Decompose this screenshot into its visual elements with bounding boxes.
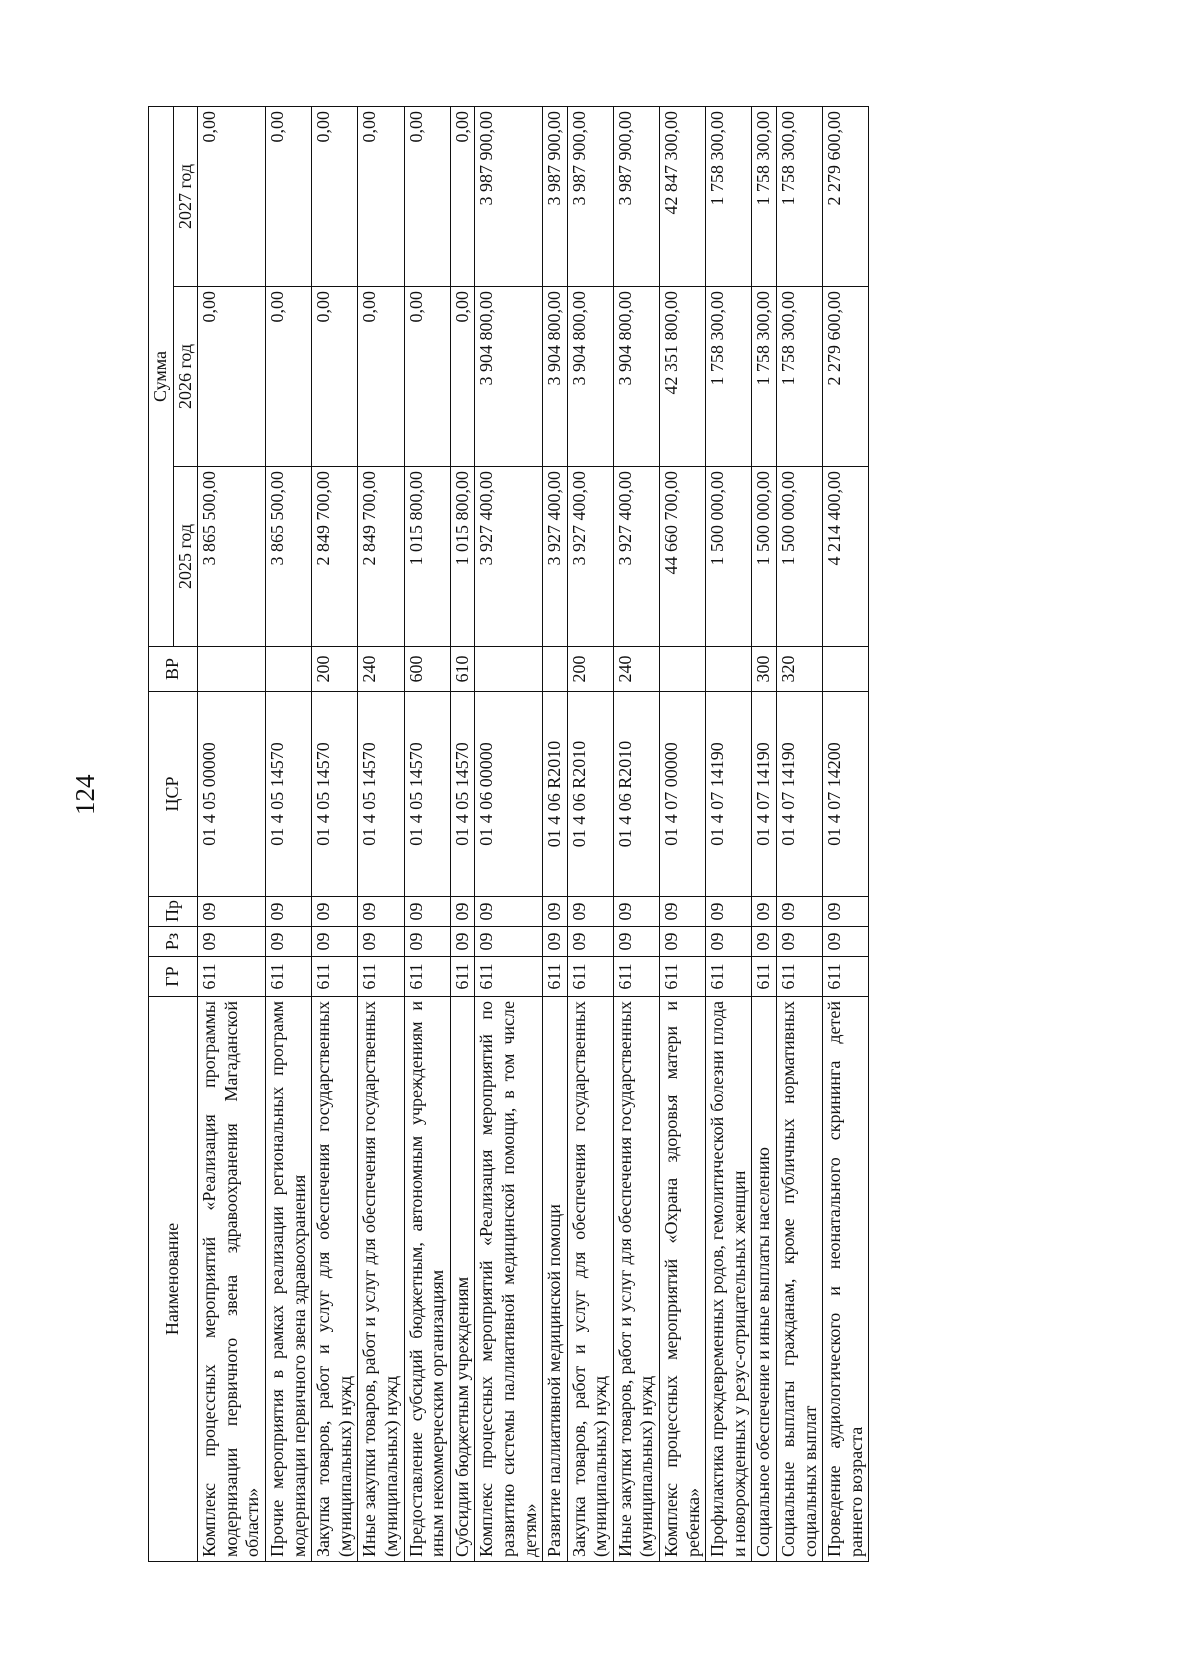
cell-2026: 3 904 800,00 — [475, 287, 543, 467]
cell-2025: 4 214 400,00 — [823, 467, 869, 647]
cell-2026: 1 758 300,00 — [752, 287, 777, 467]
header-2027: 2027 год — [173, 106, 198, 286]
header-pr: Пр — [149, 897, 198, 927]
cell-csr: 01 4 07 14200 — [823, 692, 869, 897]
cell-rz: 09 — [198, 927, 266, 957]
cell-pr: 09 — [706, 897, 752, 927]
cell-2027: 3 987 900,00 — [567, 106, 613, 286]
cell-name: Субсидии бюджетным учреждениям — [450, 997, 475, 1562]
cell-csr: 01 4 05 00000 — [198, 692, 266, 897]
cell-2025: 3 927 400,00 — [613, 467, 659, 647]
cell-2025: 2 849 700,00 — [312, 467, 358, 647]
table-row — [752, 106, 777, 1561]
cell-rz: 09 — [404, 927, 450, 957]
table-row — [706, 106, 752, 1561]
table-row — [198, 106, 266, 1561]
cell-csr: 01 4 05 14570 — [404, 692, 450, 897]
cell-gr: 611 — [198, 957, 266, 997]
cell-2027: 1 758 300,00 — [777, 106, 823, 286]
cell-gr: 611 — [567, 957, 613, 997]
cell-gr: 611 — [312, 957, 358, 997]
cell-rz: 09 — [358, 927, 404, 957]
cell-gr: 611 — [475, 957, 543, 997]
cell-2026: 0,00 — [198, 287, 266, 467]
cell-2025: 3 865 500,00 — [198, 467, 266, 647]
cell-name: Социальное обеспечение и иные выплаты населению — [752, 997, 777, 1562]
cell-rz: 09 — [706, 927, 752, 957]
cell-rz: 09 — [613, 927, 659, 957]
cell-pr: 09 — [404, 897, 450, 927]
cell-vr — [198, 647, 266, 692]
header-rz: Рз — [149, 927, 198, 957]
cell-csr: 01 4 07 14190 — [706, 692, 752, 897]
cell-csr: 01 4 06 R2010 — [613, 692, 659, 897]
cell-pr: 09 — [567, 897, 613, 927]
cell-name: Закупка товаров, работ и услуг для обеспечения государственных (муниципальных) нужд — [567, 997, 613, 1562]
cell-vr — [475, 647, 543, 692]
cell-2026: 3 904 800,00 — [543, 287, 568, 467]
table-row — [475, 106, 543, 1561]
cell-gr: 611 — [358, 957, 404, 997]
cell-gr: 611 — [450, 957, 475, 997]
cell-gr: 611 — [543, 957, 568, 997]
cell-name: Развитие паллиативной медицинской помощи — [543, 997, 568, 1562]
cell-vr: 240 — [358, 647, 404, 692]
header-gr: ГР — [149, 957, 198, 997]
cell-vr: 200 — [567, 647, 613, 692]
cell-2026: 0,00 — [404, 287, 450, 467]
cell-2026: 2 279 600,00 — [823, 287, 869, 467]
header-name: Наименование — [149, 997, 198, 1562]
cell-csr: 01 4 07 14190 — [777, 692, 823, 897]
cell-gr: 611 — [706, 957, 752, 997]
table-body — [198, 106, 869, 1561]
cell-2027: 1 758 300,00 — [752, 106, 777, 286]
cell-2027: 0,00 — [312, 106, 358, 286]
cell-2026: 42 351 800,00 — [660, 287, 706, 467]
cell-name: Прочие мероприятия в рамках реализации региональных программ модернизации первичного звена здравоохранения — [265, 997, 311, 1562]
cell-2026: 1 758 300,00 — [706, 287, 752, 467]
cell-csr: 01 4 05 14570 — [450, 692, 475, 897]
cell-gr: 611 — [823, 957, 869, 997]
cell-rz: 09 — [752, 927, 777, 957]
cell-rz: 09 — [450, 927, 475, 957]
cell-2027: 0,00 — [404, 106, 450, 286]
cell-2027: 3 987 900,00 — [543, 106, 568, 286]
cell-name: Социальные выплаты гражданам, кроме публичных нормативных социальных выплат — [777, 997, 823, 1562]
cell-name: Предоставление субсидий бюджетным, автономным учреждениям и иным некоммерческим организациям — [404, 997, 450, 1562]
cell-2025: 1 015 800,00 — [450, 467, 475, 647]
cell-rz: 09 — [567, 927, 613, 957]
cell-2027: 0,00 — [358, 106, 404, 286]
cell-gr: 611 — [660, 957, 706, 997]
cell-csr: 01 4 05 14570 — [312, 692, 358, 897]
cell-vr — [543, 647, 568, 692]
cell-2027: 1 758 300,00 — [706, 106, 752, 286]
cell-2027: 3 987 900,00 — [475, 106, 543, 286]
cell-2026: 3 904 800,00 — [613, 287, 659, 467]
cell-rz: 09 — [475, 927, 543, 957]
cell-rz: 09 — [265, 927, 311, 957]
header-2026: 2026 год — [173, 287, 198, 467]
cell-csr: 01 4 06 R2010 — [567, 692, 613, 897]
cell-pr: 09 — [613, 897, 659, 927]
cell-2025: 1 015 800,00 — [404, 467, 450, 647]
table-row — [613, 106, 659, 1561]
table-row — [312, 106, 358, 1561]
cell-pr: 09 — [450, 897, 475, 927]
header-csr: ЦСР — [149, 692, 198, 897]
cell-pr: 09 — [312, 897, 358, 927]
cell-pr: 09 — [777, 897, 823, 927]
cell-2027: 3 987 900,00 — [613, 106, 659, 286]
cell-name: Иные закупки товаров, работ и услуг для обеспечения государственных (муниципальных) нужд — [358, 997, 404, 1562]
cell-2026: 0,00 — [358, 287, 404, 467]
cell-csr: 01 4 06 00000 — [475, 692, 543, 897]
cell-name: Закупка товаров, работ и услуг для обеспечения государственных (муниципальных) нужд — [312, 997, 358, 1562]
cell-rz: 09 — [823, 927, 869, 957]
cell-name: Иные закупки товаров, работ и услуг для обеспечения государственных (муниципальных) нужд — [613, 997, 659, 1562]
cell-name: Комплекс процессных мероприятий «Реализация программы модернизации первичного звена здравоохранения Магаданской области» — [198, 997, 266, 1562]
table-row — [450, 106, 475, 1561]
cell-2026: 3 904 800,00 — [567, 287, 613, 467]
table-row — [265, 106, 311, 1561]
cell-gr: 611 — [752, 957, 777, 997]
cell-2025: 3 927 400,00 — [567, 467, 613, 647]
cell-pr: 09 — [475, 897, 543, 927]
cell-name: Проведение аудиологического и неонатального скрининга детей раннего возраста — [823, 997, 869, 1562]
cell-rz: 09 — [312, 927, 358, 957]
cell-2025: 1 500 000,00 — [706, 467, 752, 647]
cell-2027: 0,00 — [265, 106, 311, 286]
cell-csr: 01 4 07 00000 — [660, 692, 706, 897]
header-sum: Сумма — [149, 106, 174, 646]
cell-gr: 611 — [613, 957, 659, 997]
cell-csr: 01 4 07 14190 — [752, 692, 777, 897]
cell-csr: 01 4 05 14570 — [358, 692, 404, 897]
cell-rz: 09 — [543, 927, 568, 957]
table-row — [660, 106, 706, 1561]
cell-vr — [265, 647, 311, 692]
cell-2027: 42 847 300,00 — [660, 106, 706, 286]
cell-pr: 09 — [265, 897, 311, 927]
cell-vr — [706, 647, 752, 692]
cell-csr: 01 4 06 R2010 — [543, 692, 568, 897]
cell-2026: 0,00 — [265, 287, 311, 467]
table-row — [823, 106, 869, 1561]
cell-2025: 1 500 000,00 — [777, 467, 823, 647]
cell-pr: 09 — [543, 897, 568, 927]
header-vr: ВР — [149, 647, 198, 692]
table-row — [358, 106, 404, 1561]
table-row — [543, 106, 568, 1561]
budget-table-rotated — [148, 107, 1078, 1562]
header-row-1 — [149, 106, 174, 1561]
cell-name: Комплекс процессных мероприятий «Охрана здоровья матери и ребенка» — [660, 997, 706, 1562]
cell-2027: 0,00 — [450, 106, 475, 286]
cell-2025: 44 660 700,00 — [660, 467, 706, 647]
cell-name: Профилактика преждевременных родов, гемолитической болезни плода и новорожденных у резус-отрицательных женщин — [706, 997, 752, 1562]
header-2025: 2025 год — [173, 467, 198, 647]
cell-vr — [660, 647, 706, 692]
cell-vr: 610 — [450, 647, 475, 692]
cell-rz: 09 — [777, 927, 823, 957]
cell-pr: 09 — [198, 897, 266, 927]
cell-2027: 2 279 600,00 — [823, 106, 869, 286]
table-row — [777, 106, 823, 1561]
cell-vr: 320 — [777, 647, 823, 692]
cell-2025: 3 865 500,00 — [265, 467, 311, 647]
cell-2025: 1 500 000,00 — [752, 467, 777, 647]
cell-2025: 2 849 700,00 — [358, 467, 404, 647]
cell-pr: 09 — [752, 897, 777, 927]
cell-vr — [823, 647, 869, 692]
cell-vr: 300 — [752, 647, 777, 692]
cell-vr: 200 — [312, 647, 358, 692]
cell-2026: 1 758 300,00 — [777, 287, 823, 467]
cell-gr: 611 — [265, 957, 311, 997]
cell-pr: 09 — [823, 897, 869, 927]
table-row — [404, 106, 450, 1561]
cell-vr: 240 — [613, 647, 659, 692]
budget-table — [148, 106, 869, 1562]
cell-vr: 600 — [404, 647, 450, 692]
cell-2027: 0,00 — [198, 106, 266, 286]
cell-2025: 3 927 400,00 — [543, 467, 568, 647]
cell-2026: 0,00 — [450, 287, 475, 467]
page-number: 124 — [70, 774, 100, 815]
table-row — [567, 106, 613, 1561]
cell-pr: 09 — [358, 897, 404, 927]
cell-csr: 01 4 05 14570 — [265, 692, 311, 897]
cell-gr: 611 — [777, 957, 823, 997]
cell-rz: 09 — [660, 927, 706, 957]
cell-2025: 3 927 400,00 — [475, 467, 543, 647]
cell-pr: 09 — [660, 897, 706, 927]
cell-gr: 611 — [404, 957, 450, 997]
cell-2026: 0,00 — [312, 287, 358, 467]
cell-name: Комплекс процессных мероприятий «Реализация мероприятий по развитию системы паллиативной медицинской помощи, в том числе детям» — [475, 997, 543, 1562]
